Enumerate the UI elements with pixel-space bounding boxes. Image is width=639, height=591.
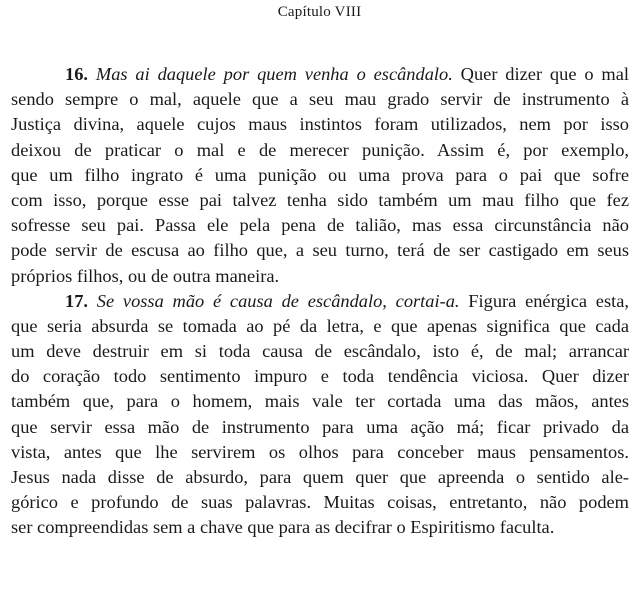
paragraph-16-line: próprios filhos, ou de outra maneira. bbox=[11, 265, 280, 286]
paragraph-16-line: sendo sempre o mal, aquele que a seu mau grado servir de instrumento à bbox=[11, 89, 629, 110]
paragraph-17-line: do coração todo sentimento impuro e toda tendência viciosa. Quer dizer bbox=[11, 366, 629, 387]
chapter-header: Capítulo VIII bbox=[277, 4, 362, 20]
paragraph-17-line: que servir essa mão de instrumento para uma ação má; ficar privado da bbox=[11, 416, 629, 437]
paragraph-16-line: deixou de praticar o mal e de merecer punição. Assim é, por exemplo, bbox=[11, 139, 629, 160]
paragraph-text: Quer dizer que o mal bbox=[452, 64, 629, 84]
paragraph-16-line: pode servir de escusa ao filho que, a seu turno, terá de ser castigado em seus bbox=[11, 240, 629, 261]
paragraph-17-line: górico e profundo de suas palavras. Muitas coisas, entretanto, não podem bbox=[11, 492, 629, 513]
paragraph-17-line: vista, antes que lhe servirem os olhos para conceber maus pensamentos. bbox=[11, 441, 629, 462]
paragraph-16-line: sofresse seu pai. Passa ele pela pena de talião, mas essa circunstância não bbox=[11, 215, 629, 236]
paragraph-16-line: Justiça divina, aquele cujos maus instintos foram utilizados, nem por isso bbox=[11, 114, 629, 135]
paragraph-17-line: que seria absurda se tomada ao pé da letra, e que apenas significa que cada bbox=[11, 315, 629, 336]
paragraph-17-line: ser compreendidas sem a chave que para as decifrar o Espiritismo faculta. bbox=[11, 517, 555, 538]
document-body bbox=[11, 62, 629, 541]
paragraph-text: Figura enérgica esta, bbox=[459, 290, 629, 311]
paragraph-17-line-1 bbox=[11, 289, 629, 314]
paragraph-16-line: com isso, porque esse pai talvez tenha sido também um mau filho que fez bbox=[11, 189, 629, 210]
paragraph-title: Se vossa mão é causa de escândalo, cortai-a. bbox=[96, 290, 460, 311]
paragraph-17-line: também que, para o homem, mais vale ter cortada uma das mãos, antes bbox=[11, 391, 629, 412]
paragraph-title: Mas ai daquele por quem venha o escândalo. bbox=[95, 64, 453, 84]
paragraph-16-line-1 bbox=[11, 62, 629, 87]
paragraph-number: 16. bbox=[65, 64, 88, 84]
paragraph-17-line: um deve destruir em si toda causa de escândalo, isto é, de mal; arrancar bbox=[11, 341, 629, 362]
paragraph-number: 17. bbox=[65, 290, 88, 311]
paragraph-16-line: que um filho ingrato é uma punição ou uma prova para o pai que sofre bbox=[11, 164, 629, 185]
paragraph-17-line: Jesus nada disse de absurdo, para quem quer que apreenda o sentido ale- bbox=[11, 467, 629, 487]
